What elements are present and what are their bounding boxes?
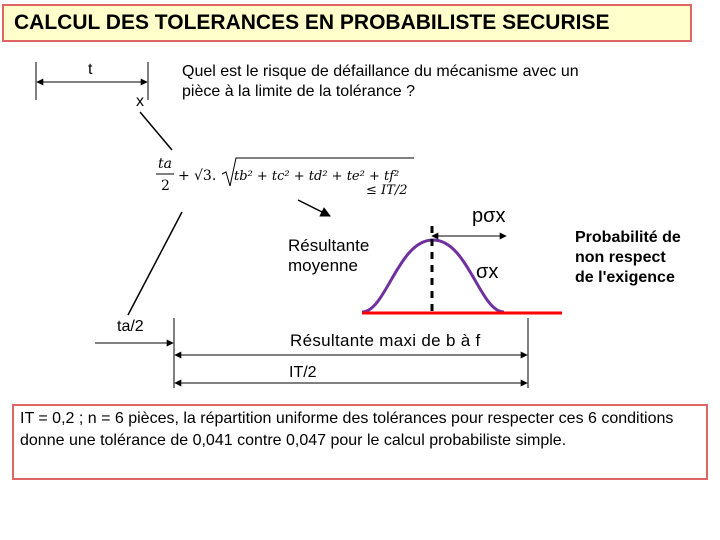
page-title: CALCUL DES TOLERANCES EN PROBABILISTE SECURISE: [2, 4, 692, 42]
conclusion-box: IT = 0,2 ; n = 6 pièces, la répartition uniforme des tolérances pour respecter ces 6 conditions donne une tolérance de 0,041 contre 0,047 pour le calcul probabiliste simple.: [12, 404, 708, 480]
resultante-moyenne-line-2: moyenne: [288, 256, 358, 275]
sigma-x-label: σx: [476, 261, 499, 283]
resultante-moyenne-label: [288, 236, 369, 276]
question-line-1: Quel est le risque de défaillance du mécanisme avec un: [182, 63, 579, 80]
probabilite-line-1: Probabilité de: [575, 229, 681, 246]
t-label: t: [88, 61, 93, 78]
x-pointer-line: [140, 112, 172, 150]
formula-plus: +: [178, 168, 190, 184]
p-sigma-x-label: pσx: [472, 205, 506, 227]
formula-ta: ta: [158, 156, 172, 172]
probabilite-line-3: de l'exigence: [575, 269, 675, 286]
formula-two: 2: [161, 178, 170, 194]
diagonal-line-ta: [128, 212, 182, 315]
it-half-label: IT/2: [289, 364, 317, 381]
question-line-2: pièce à la limite de la tolérance ?: [182, 83, 416, 100]
resultante-maxi-label: Résultante maxi de b à f: [290, 331, 481, 350]
formula-rhs: ≤ IT/2: [366, 183, 408, 198]
question-text: [182, 62, 579, 102]
probabilite-line-2: non respect: [575, 249, 666, 266]
ta-half-label: ta/2: [117, 318, 144, 335]
x-label: x: [136, 93, 144, 110]
formula-sqrt-coef: √3.: [194, 168, 217, 184]
resultante-moyenne-line-1: Résultante: [288, 236, 370, 255]
pointer-line-resultante: [298, 200, 330, 216]
probabilite-label: [575, 228, 681, 288]
tolerance-formula: [154, 152, 424, 200]
formula-terms: tb² + tc² + td² + te² + tf²: [234, 169, 400, 184]
